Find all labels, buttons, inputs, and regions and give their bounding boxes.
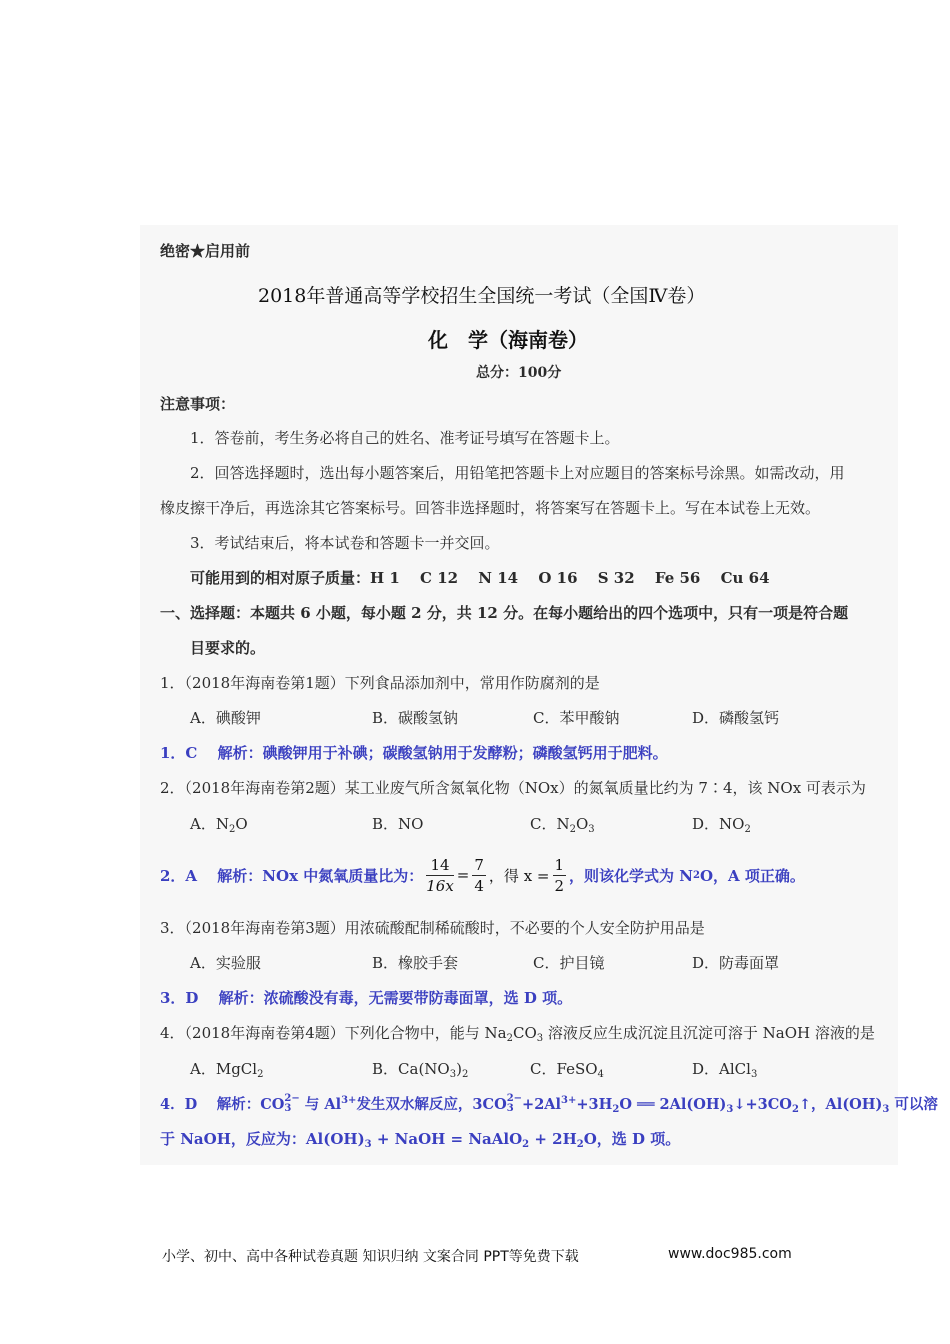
subject-title: 化 学（海南卷） (428, 328, 588, 352)
total-score: 总分：100分 (476, 365, 562, 381)
section-heading-line1: 一、选择题：本题共 6 小题，每小题 2 分，共 12 分。在每小题给出的四个选项中，只有一项是符合题 (160, 604, 849, 622)
q4-stem: 4．（2018年海南卷第4题）下列化合物中，能与 $Na_2CO_3$ 溶液反应生成沉淀且沉淀可溶于 NaOH 溶液的是 (160, 1024, 875, 1044)
note-1: 1．答卷前，考生务必将自己的姓名、准考证号填写在答题卡上。 (190, 429, 620, 447)
section-heading-line2: 目要求的。 (190, 639, 266, 657)
q3-option-d: D．防毒面罩 (692, 954, 780, 972)
q1-option-a: A．碘酸钾 (190, 709, 261, 727)
q4-answer-line2: 于 NaOH，反应为：$Al(OH)_3$ + NaOH = NaAlO$_2$ + $2H_2O$，选 D 项。 (160, 1130, 681, 1150)
q1-stem: 1．（2018年海南卷第1题）下列食品添加剂中，常用作防腐剂的是 (160, 674, 600, 692)
q2-stem: 2．（2018年海南卷第2题）某工业废气所含氮氧化物（NOx）的氮氧质量比约为 7∶4，该 NOx 可表示为 (160, 779, 866, 797)
secret-label: 绝密★启用前 (160, 242, 251, 260)
note-2a: 2．回答选择题时，选出每小题答案后，用铅笔把答题卡上对应题目的答案标号涂黑。如需改动，用 (190, 464, 845, 482)
atomic-masses: 可能用到的相对原子质量：H 1 C 12 N 14 O 16 S 32 Fe 56 Cu 64 (190, 569, 770, 587)
q4-option-d: D．AlCl$_3$ (692, 1060, 758, 1080)
q3-option-b: B．橡胶手套 (372, 954, 459, 972)
exam-title: 2018年普通高等学校招生全国统一考试（全国Ⅳ卷） (258, 285, 706, 307)
fraction-7-over-4: $\frac{7}{4}$ (474, 855, 484, 895)
q1-answer: 1．C 解析：碘酸钾用于补碘；碳酸氢钠用于发酵粉；磷酸氢钙用于肥料。 (160, 744, 668, 762)
footer-text: 小学、初中、高中各种试卷真题 知识归纳 文案合同 PPT等免费下载 (162, 1249, 579, 1265)
q2-option-a: A．$N_2O$ (190, 815, 248, 835)
q3-option-a: A．实验服 (190, 954, 261, 972)
q1-option-c: C．苯甲酸钠 (533, 709, 620, 727)
q4-option-c: C．FeSO$_4$ (530, 1060, 604, 1080)
q2-option-d: D．$NO_2$ (692, 815, 751, 835)
q2-answer: 2．A 解析：NOx 中氮氧质量比为： $\frac{14}{16x}$ = $\frac{7}{4}$ ，得 x = $\frac{1}{2}$ ，则该化学式为 N 2 O，A 项正确。 (160, 855, 805, 895)
q4-option-a: A．MgCl$_2$ (190, 1060, 264, 1080)
q3-stem: 3．（2018年海南卷第3题）用浓硫酸配制稀硫酸时，不必要的个人安全防护用品是 (160, 919, 705, 937)
q2-option-c: C．$N_2O_3$ (530, 815, 595, 835)
note-3: 3．考试结束后，将本试卷和答题卡一并交回。 (190, 534, 500, 552)
q3-answer: 3．D 解析：浓硫酸没有毒，无需要带防毒面罩，选 D 项。 (160, 989, 573, 1007)
q1-option-d: D．磷酸氢钙 (692, 709, 780, 727)
q2-option-b: B．NO (372, 815, 424, 833)
q4-option-b: B．$Ca(NO_3)_2$ (372, 1060, 469, 1080)
q1-option-b: B．碳酸氢钠 (372, 709, 459, 727)
footer-url[interactable]: www.doc985.com (668, 1246, 792, 1262)
note-2b: 橡皮擦干净后，再选涂其它答案标号。回答非选择题时，将答案写在答题卡上。写在本试卷上无效。 (160, 499, 821, 517)
fraction-1-over-2: $\frac{1}{2}$ (554, 855, 565, 895)
q3-option-c: C．护目镜 (533, 954, 605, 972)
fraction-14-over-16x: $\frac{14}{16x}$ (426, 855, 454, 895)
notes-title: 注意事项： (160, 395, 236, 413)
q4-answer-line1: 4．D 解析：CO 2− 3 与 $Al^{3+}$发生双水解反应，3CO 2− 3 $+2Al^{3+}+3H_2O$ ══ $2Al(OH)_3↓+3CO_2↑$，$Al(OH)_3$ 可以溶 (160, 1093, 938, 1115)
